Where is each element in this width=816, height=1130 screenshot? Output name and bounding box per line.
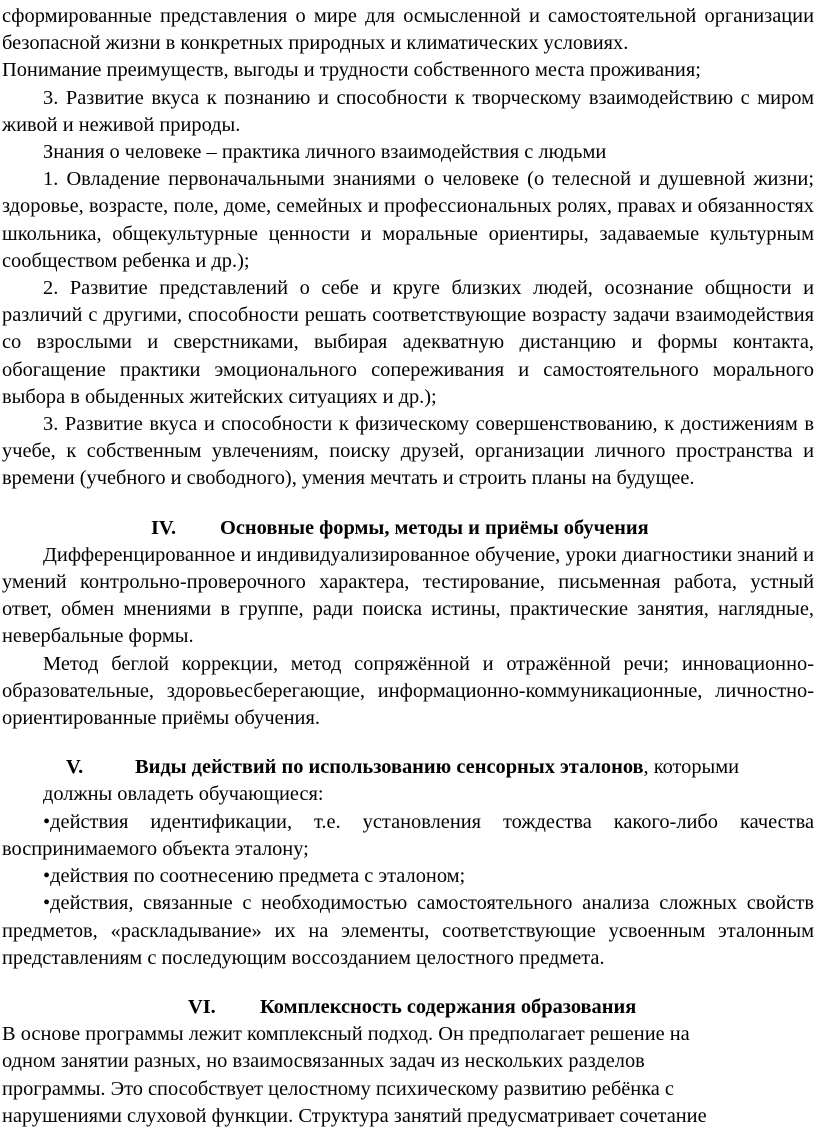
bullet-icon: • — [43, 865, 51, 888]
section-4-numeral: IV. — [151, 516, 177, 539]
paragraph-place-of-living: Понимание преимуществ, выгоды и трудности собственного места проживания; — [2, 59, 701, 82]
section-5-list-item-text: действия по соотнесению предмета с эталоном; — [50, 865, 466, 888]
section-6-numeral: VI. — [188, 995, 216, 1018]
paragraph-nature-item-3: 3. Развитие вкуса к познанию и способности к творческому взаимодействию с миром живой и неживой природы. — [2, 86, 814, 136]
section-5-title-tail: , которыми — [643, 756, 740, 779]
section-4-paragraph-2: Метод беглой коррекции, метод сопряжённой и отражённой речи; инновационно-образовательные, здоровьесберегающие, информационно-коммуникационные, личностно-ориентированные приёмы обучения. — [2, 652, 814, 730]
section-5-heading — [2, 754, 814, 781]
section-4-title: Основные формы, методы и приёмы обучения — [220, 516, 649, 539]
section-6-text — [2, 1021, 814, 1130]
section-4-heading — [2, 515, 814, 542]
section-6-title: Комплексность содержания образования — [260, 995, 637, 1018]
bullet-icon: • — [43, 810, 51, 833]
paragraph-human-item-2: 2. Развитие представлений о себе и круге близких людей, осознание общности и различий с другими, способности решать соответствующие возрасту задачи взаимодействия со взрослыми и сверстниками, выбирая адекватную дистанцию и формы контакта, обогащение практики эмоционального сопереживания и самостоятельного морального выбора в обыденных житейских ситуациях и др.); — [2, 277, 814, 408]
section-6-line: одном занятии разных, но взаимосвязанных задач из нескольких разделов — [2, 1050, 645, 1073]
spacer — [2, 732, 814, 754]
section-5-list-item-text: действия, связанные с необходимостью самостоятельного анализа сложных свойств предметов, «раскладывание» их на элементы, соответствующие усвоенным эталонным представлениям с последующим воссозданием целостного предмета. — [2, 892, 814, 969]
section-6-line: программы. Это способствует целостному психическому развитию ребёнка с — [2, 1077, 674, 1100]
document-page — [0, 3, 816, 1127]
section-6-line: нарушениями слуховой функции. Структура занятий предусматривает сочетание — [2, 1104, 707, 1127]
section-5-list-item — [2, 890, 814, 972]
section-5-numeral: V. — [66, 756, 84, 779]
paragraph-human-item-3: 3. Развитие вкуса и способности к физическому совершенствованию, к достижениям в учебе, к собственным увлечениям, поиску друзей, организации личного пространства и времени (учебного и свободного), умения мечтать и строить планы на будущее. — [2, 413, 814, 490]
spacer — [2, 493, 814, 515]
spacer — [2, 972, 814, 994]
section-4-paragraph-1: Дифференцированное и индивидуализированное обучение, уроки диагностики знаний и умений контрольно-проверочного характера, тестирование, письменная работа, устный ответ, обмен мнениями в группе, ради поиска истины, практические занятия, наглядные, невербальные формы. — [2, 543, 814, 648]
paragraph-human-item-1: 1. Овладение первоначальными знаниями о человеке (о телесной и душевной жизни; здоровье, возрасте, поле, доме, семейных и профессиональных ролях, правах и обязанностях школьника, общекультурные ценности и моральные ориентиры, задаваемые культурным сообществом ребенка и др.); — [2, 168, 814, 272]
paragraph-nature-knowledge: сформированные представления о мире для осмысленной и самостоятельной организации безопасной жизни в конкретных природных и климатических условиях. — [2, 5, 814, 55]
section-6-heading — [2, 994, 814, 1021]
section-5-list-item — [2, 863, 814, 890]
section-5-list-item-text: действия идентификации, т.е. установления тождества какого-либо качества воспринимаемого объекта эталону; — [2, 810, 814, 860]
section-5-list-item — [2, 809, 814, 863]
section-5-title: Виды действий по использованию сенсорных эталонов — [135, 756, 644, 779]
section-6-line: В основе программы лежит комплексный подход. Он предполагает решение на — [2, 1023, 690, 1046]
paragraph-human-subtitle: Знания о человеке – практика личного взаимодействия с людьми — [43, 141, 607, 164]
section-5-continuation: должны овладеть обучающиеся: — [43, 783, 324, 806]
bullet-icon: • — [43, 892, 51, 915]
